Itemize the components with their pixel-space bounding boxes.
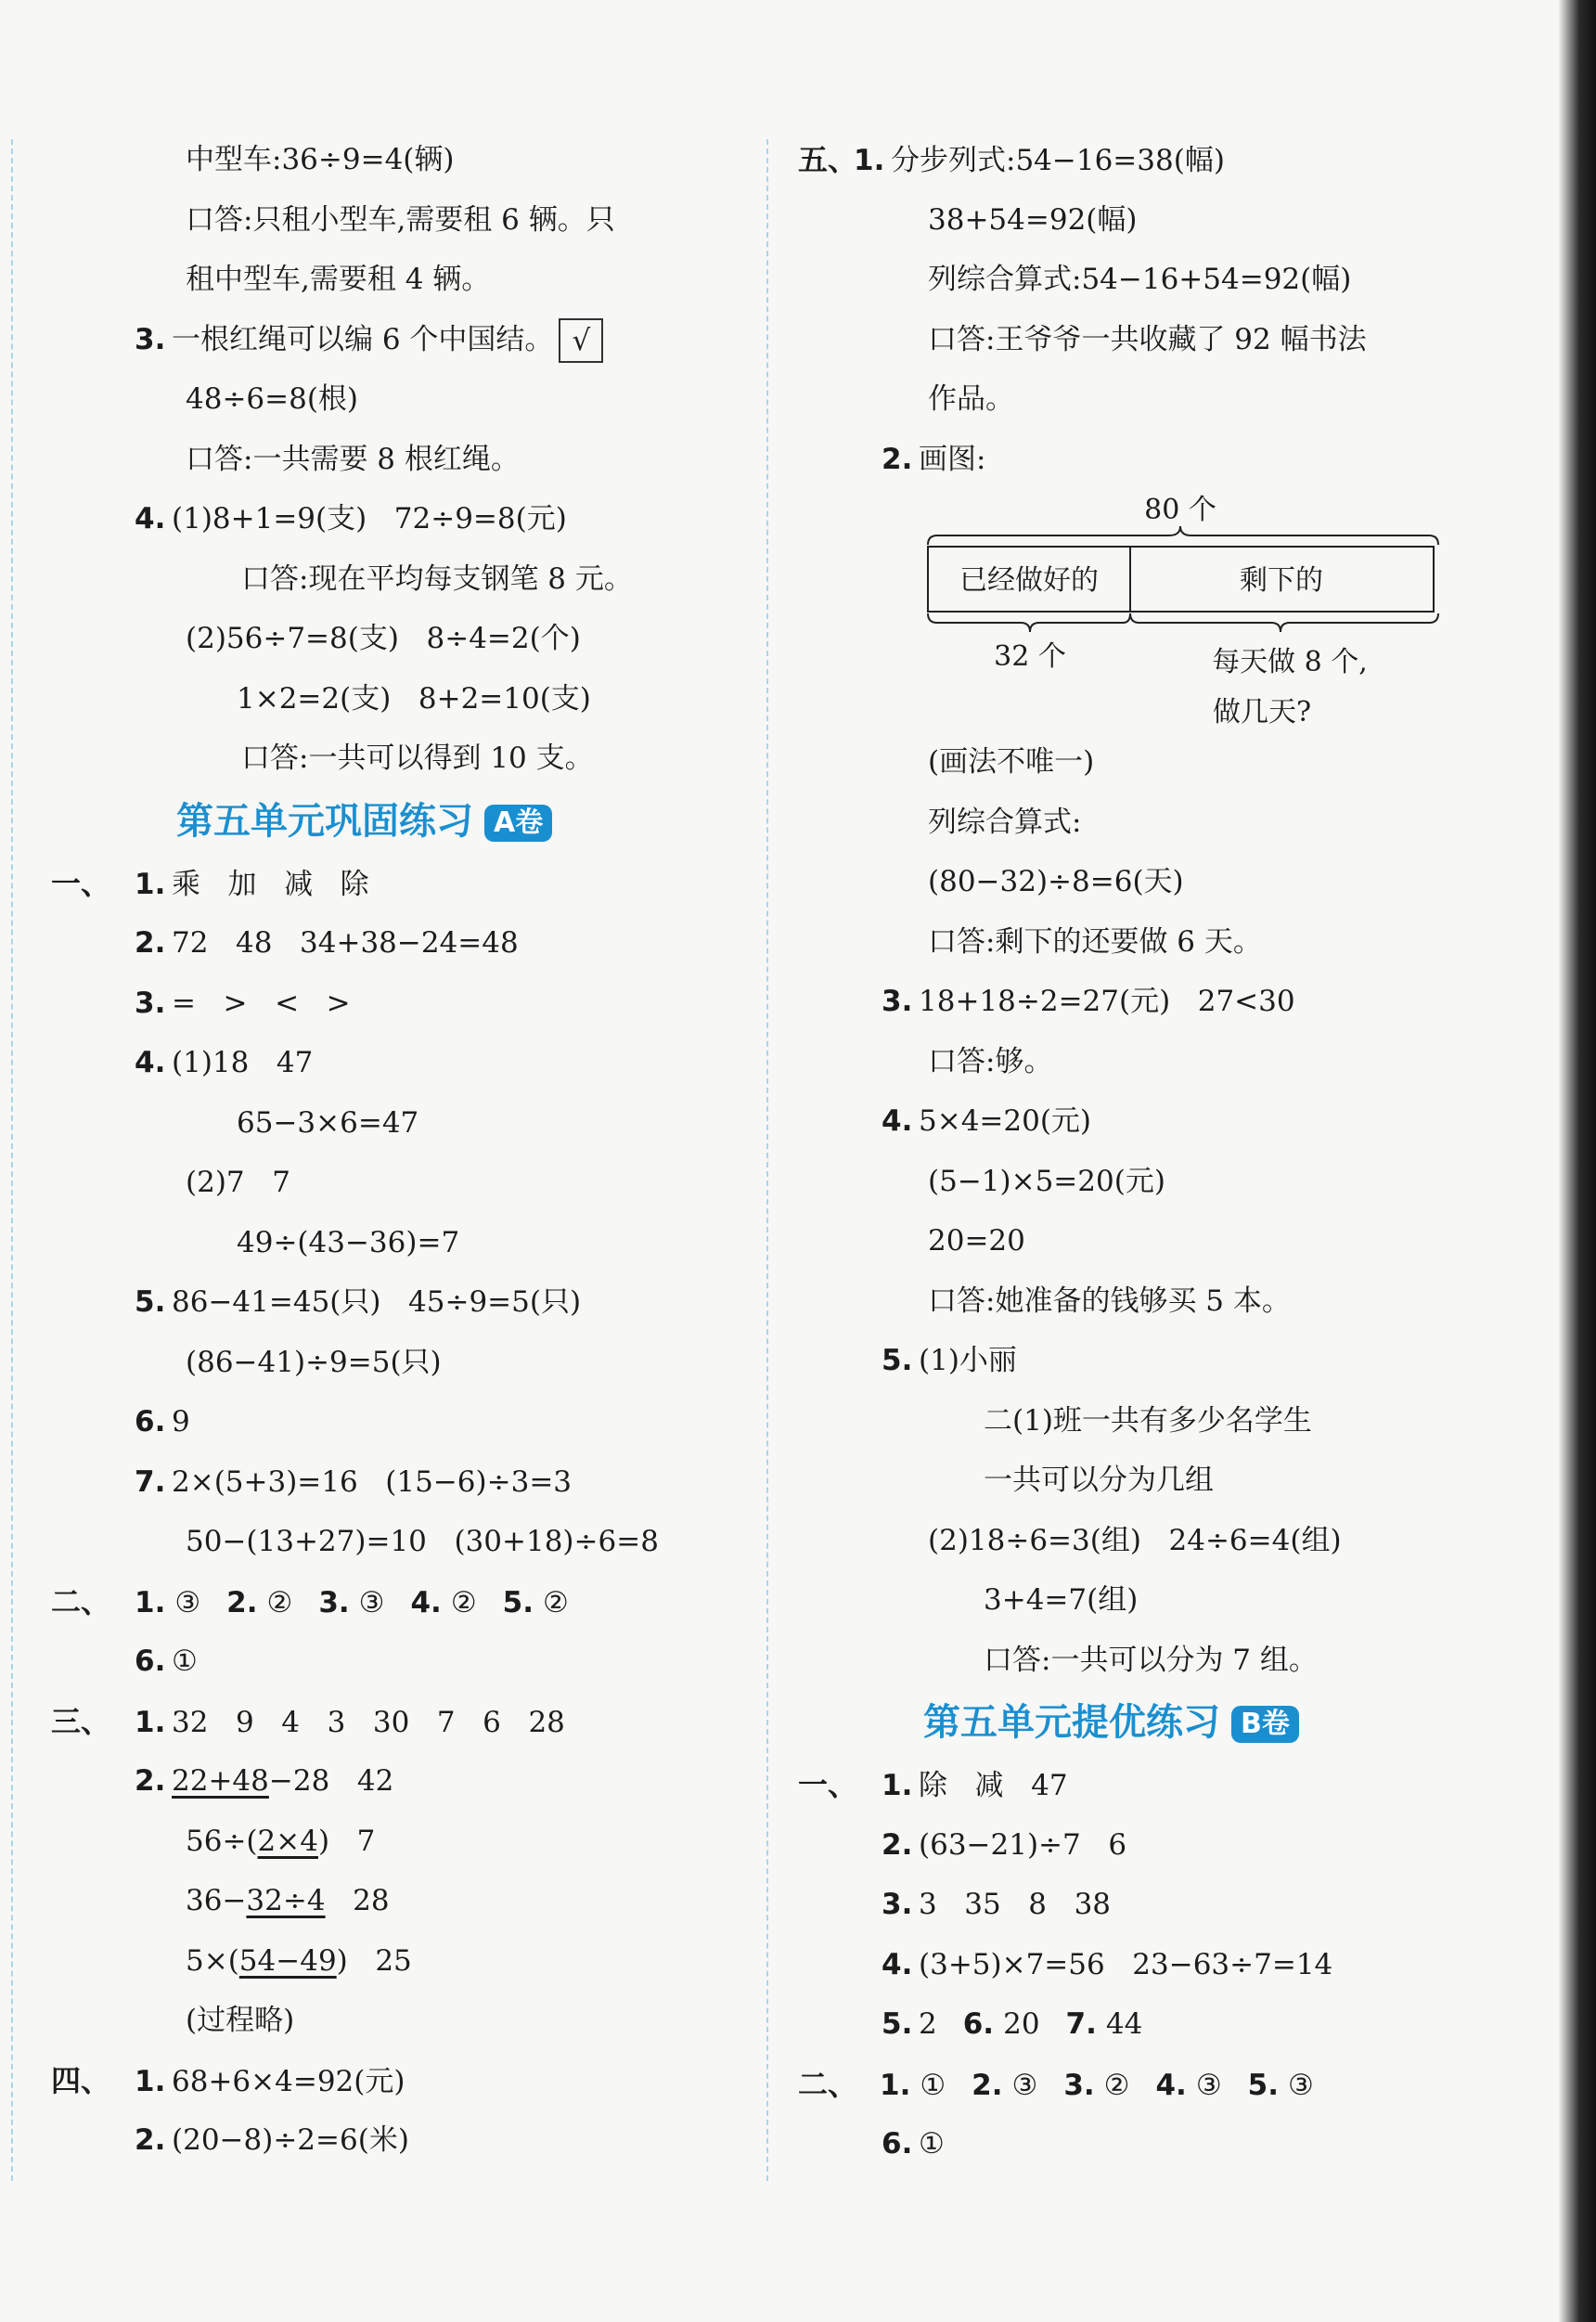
answer-line: 5×(54−49) 25 bbox=[186, 1943, 412, 1978]
item-number: 1. bbox=[880, 2068, 911, 2102]
item-number: 6. bbox=[135, 1405, 166, 1438]
underlined-step: 32÷4 bbox=[246, 1884, 326, 1917]
section-5-q5 bbox=[798, 1331, 1522, 1391]
answer-text: ③ bbox=[358, 1585, 385, 1619]
section-5-q2 bbox=[798, 430, 1522, 490]
answer-line: 列综合算式:54−16+54=92(幅) bbox=[928, 263, 1352, 296]
answer-line: 口答:她准备的钱够买 5 本。 bbox=[928, 1284, 1291, 1318]
answer-line: 口答:王爷爷一共收藏了 92 幅书法 bbox=[928, 322, 1367, 356]
answer-text: 3 35 8 38 bbox=[919, 1888, 1112, 1921]
section-2-row bbox=[51, 1572, 766, 1632]
answer-text: 9 bbox=[172, 1405, 190, 1438]
answer-text: 44 bbox=[1105, 2007, 1143, 2041]
answer-text: ① bbox=[172, 1645, 198, 1678]
right-column bbox=[798, 130, 1522, 2174]
item-number: 6. bbox=[962, 2007, 995, 2041]
answer-line: 口答:一共可以得到 10 支。 bbox=[241, 742, 594, 775]
left-column bbox=[51, 130, 766, 2171]
section-number: 三、 bbox=[51, 1703, 111, 1739]
answer-text: ③ bbox=[1287, 2068, 1314, 2102]
item-number: 1. bbox=[882, 1769, 913, 1802]
answer-text: (1)小丽 bbox=[919, 1344, 1017, 1377]
item-number: 3. bbox=[1063, 2068, 1095, 2102]
section-5-q3 bbox=[798, 972, 1522, 1032]
question-3 bbox=[51, 310, 766, 370]
answer-line: 作品。 bbox=[928, 382, 1014, 416]
answer-line: 3+4=7(组) bbox=[984, 1583, 1139, 1617]
done-count-label: 32 个 bbox=[994, 640, 1066, 673]
underlined-step: 54−49 bbox=[238, 1943, 337, 1978]
answer-text: ② bbox=[266, 1585, 293, 1619]
answer-text: 5×4=20(元) bbox=[919, 1104, 1092, 1138]
b-section-1-q2 bbox=[798, 1815, 1522, 1876]
days-question-label: 做几天? bbox=[1212, 696, 1312, 729]
answer-text: (1)8+1=9(支) 72÷9=8(元) bbox=[172, 502, 567, 535]
answer-text: 18+18÷2=27(元) 27<30 bbox=[919, 985, 1295, 1018]
b-section-2-row bbox=[798, 2055, 1522, 2115]
item-number: 1. bbox=[135, 2064, 166, 2098]
answer-text: ① bbox=[919, 2127, 945, 2161]
answer-line: 一共可以分为几组 bbox=[984, 1464, 1214, 1497]
section-number: 四、 bbox=[51, 2062, 111, 2098]
item-number: 6. bbox=[882, 2127, 913, 2161]
item-number: 3. bbox=[318, 1585, 350, 1619]
answer-line: (2)56÷7=8(支) 8÷4=2(个) bbox=[186, 622, 581, 655]
answer-text: 72 48 34+38−24=48 bbox=[172, 926, 519, 960]
answer-line: 列综合算式: bbox=[928, 805, 1082, 839]
b-section-1-q3 bbox=[798, 1875, 1522, 1935]
line-segment-diagram bbox=[798, 489, 1522, 732]
item-number: 4. bbox=[882, 1947, 913, 1981]
remaining-segment-label: 剩下的 bbox=[1240, 564, 1323, 597]
item-number: 7. bbox=[1065, 2007, 1097, 2041]
section-1-q4 bbox=[51, 1033, 766, 1093]
item-number: 4. bbox=[882, 1104, 913, 1138]
item-number: 5. bbox=[882, 1344, 913, 1377]
section-1-q5 bbox=[51, 1272, 766, 1333]
answer-line: 38+54=92(幅) bbox=[928, 202, 1138, 237]
b-section-2-q6 bbox=[798, 2114, 1522, 2174]
answer-line: (画法不唯一) bbox=[928, 745, 1095, 779]
b-section-1-q1 bbox=[798, 1755, 1522, 1815]
item-number: 4. bbox=[135, 1046, 166, 1079]
answer-line: (86−41)÷9=5(只) bbox=[186, 1345, 442, 1379]
answer-line: 口答:够。 bbox=[928, 1044, 1053, 1078]
answer-text: ① bbox=[920, 2068, 946, 2102]
answer-line: 65−3×6=47 bbox=[237, 1105, 419, 1140]
section-heading-a: 第五单元巩固练习 A卷 bbox=[51, 789, 766, 854]
item-number: 2. bbox=[882, 442, 913, 476]
answer-line: (80−32)÷8=6(天) bbox=[928, 865, 1184, 898]
section-2-q6 bbox=[51, 1632, 766, 1692]
item-number: 3. bbox=[882, 1888, 913, 1921]
item-number: 3. bbox=[135, 986, 166, 1020]
answer-text: (1)18 47 bbox=[172, 1046, 314, 1079]
section-3-q1 bbox=[51, 1692, 766, 1752]
section-1-q7 bbox=[51, 1452, 766, 1513]
answer-line: 49÷(43−36)=7 bbox=[237, 1225, 460, 1259]
answer-text: 分步列式:54−16=38(幅) bbox=[891, 144, 1225, 177]
section-number: 五、 bbox=[798, 142, 858, 177]
top-brace bbox=[928, 526, 1438, 545]
segment-diagram-svg bbox=[798, 489, 1522, 732]
section-number: 一、 bbox=[798, 1767, 858, 1802]
right-bottom-brace bbox=[1130, 613, 1438, 632]
left-bottom-brace bbox=[928, 613, 1130, 632]
answer-line: 口答:剩下的还要做 6 天。 bbox=[928, 924, 1262, 959]
item-number: 2. bbox=[135, 2123, 166, 2157]
answer-line: 口答:现在平均每支钢笔 8 元。 bbox=[241, 561, 633, 596]
item-number: 3. bbox=[882, 985, 913, 1018]
item-number: 2. bbox=[135, 926, 166, 960]
b-section-1-q5-7 bbox=[798, 1994, 1522, 2055]
left-margin-guide bbox=[11, 139, 13, 2181]
item-number: 2. bbox=[135, 1764, 166, 1798]
answer-text: ③ bbox=[174, 1585, 201, 1619]
answer-text: 2 bbox=[919, 2007, 937, 2041]
answer-line: 口答:一共需要 8 根红绳。 bbox=[186, 442, 520, 476]
item-number: 4. bbox=[410, 1585, 442, 1619]
section-1-q1 bbox=[51, 854, 766, 914]
page-edge-shadow bbox=[1559, 0, 1596, 2322]
underlined-step: 2×4 bbox=[257, 1824, 318, 1858]
per-day-label: 每天做 8 个, bbox=[1212, 646, 1368, 678]
question-4 bbox=[51, 489, 766, 549]
answer-text: ③ bbox=[1195, 2068, 1222, 2102]
item-number: 2. bbox=[882, 1827, 913, 1862]
section-1-q6 bbox=[51, 1392, 766, 1452]
item-number: 1. bbox=[135, 1705, 166, 1739]
section-1-q3 bbox=[51, 974, 766, 1034]
item-number: 2. bbox=[972, 2068, 1003, 2102]
item-number: 6. bbox=[135, 1645, 166, 1678]
item-number: 5. bbox=[1247, 2068, 1279, 2102]
item-number: 3. bbox=[135, 322, 166, 356]
item-number: 5. bbox=[882, 2007, 913, 2041]
answer-text: 画图: bbox=[919, 442, 986, 476]
answer-text: 一根红绳可以编 6 个中国结。 bbox=[172, 322, 554, 356]
item-number: 7. bbox=[135, 1464, 166, 1499]
answer-text: 86−41=45(只) 45÷9=5(只) bbox=[172, 1285, 582, 1319]
answer-line: 二(1)班一共有多少名学生 bbox=[984, 1403, 1312, 1438]
answer-text: ③ bbox=[1011, 2068, 1038, 2102]
section-heading-b: 第五单元提优练习 B卷 bbox=[798, 1690, 1522, 1755]
answer-text: = > < > bbox=[172, 986, 351, 1020]
section-number: 二、 bbox=[51, 1583, 111, 1619]
a-paper-badge: A卷 bbox=[484, 805, 552, 842]
section-number: 二、 bbox=[798, 2066, 858, 2102]
check-mark-icon: √ bbox=[559, 318, 603, 363]
section-4-q1 bbox=[51, 2051, 766, 2111]
section-3-q2: 2. 22+48−28 42 bbox=[51, 1751, 766, 1812]
item-number: 4. bbox=[135, 502, 166, 535]
answer-text: ② bbox=[1103, 2068, 1130, 2102]
item-number: 5. bbox=[135, 1285, 166, 1319]
answer-text: 20 bbox=[1003, 2007, 1040, 2041]
item-number: 2. bbox=[226, 1585, 258, 1619]
answer-text: 2×(5+3)=16 (15−6)÷3=3 bbox=[172, 1464, 573, 1499]
answer-text: 68+6×4=92(元) bbox=[172, 2064, 405, 2098]
section-5-q4 bbox=[798, 1091, 1522, 1152]
b-section-1-q4 bbox=[798, 1935, 1522, 1995]
answer-text: (3+5)×7=56 23−63÷7=14 bbox=[919, 1947, 1333, 1981]
answer-line: (2)7 7 bbox=[186, 1166, 290, 1199]
item-number: 1. bbox=[854, 144, 885, 177]
section-5-q1 bbox=[798, 130, 1522, 190]
answer-text: (20−8)÷2=6(米) bbox=[172, 2123, 409, 2157]
section-4-q2 bbox=[51, 2110, 766, 2171]
total-label: 80 个 bbox=[1144, 494, 1216, 526]
item-number: 4. bbox=[1155, 2068, 1187, 2102]
answer-text: 乘 加 减 除 bbox=[172, 867, 369, 901]
section-1-q2 bbox=[51, 913, 766, 974]
underlined-step: 22+48 bbox=[172, 1764, 269, 1798]
item-number: 1. bbox=[135, 1585, 166, 1619]
answer-line: 50−(13+27)=10 (30+18)÷6=8 bbox=[186, 1525, 659, 1558]
answer-text: (63−21)÷7 6 bbox=[919, 1827, 1127, 1862]
answer-text: ② bbox=[542, 1585, 569, 1619]
item-number: 5. bbox=[502, 1585, 534, 1619]
answer-line: (过程略) bbox=[186, 2004, 295, 2037]
center-column-guide bbox=[766, 139, 768, 2181]
answer-line: (5−1)×5=20(元) bbox=[928, 1164, 1165, 1198]
answer-line: 口答:一共可以分为 7 组。 bbox=[984, 1643, 1318, 1677]
answer-line: 中型车:36÷9=4(辆) bbox=[186, 143, 455, 176]
b-paper-badge: B卷 bbox=[1231, 1706, 1299, 1743]
answer-text: 除 减 47 bbox=[919, 1769, 1068, 1802]
item-number: 1. bbox=[135, 867, 166, 901]
answer-line: 56÷(2×4) 7 bbox=[186, 1824, 376, 1858]
answer-line: 48÷6=8(根) bbox=[186, 382, 359, 416]
answer-text: ② bbox=[450, 1585, 477, 1619]
answer-line: 租中型车,需要租 4 辆。 bbox=[186, 263, 491, 296]
answer-line: 20=20 bbox=[928, 1224, 1025, 1258]
answer-line: 口答:只租小型车,需要租 6 辆。只 bbox=[186, 202, 615, 237]
answer-line: 36−32÷4 28 bbox=[186, 1884, 390, 1917]
done-segment-label: 已经做好的 bbox=[959, 564, 1099, 597]
answer-line: (2)18÷6=3(组) 24÷6=4(组) bbox=[928, 1523, 1342, 1557]
section-number: 一、 bbox=[51, 865, 111, 901]
answer-line: 1×2=2(支) 8+2=10(支) bbox=[237, 681, 591, 716]
answer-text: 32 9 4 3 30 7 6 28 bbox=[172, 1705, 565, 1739]
